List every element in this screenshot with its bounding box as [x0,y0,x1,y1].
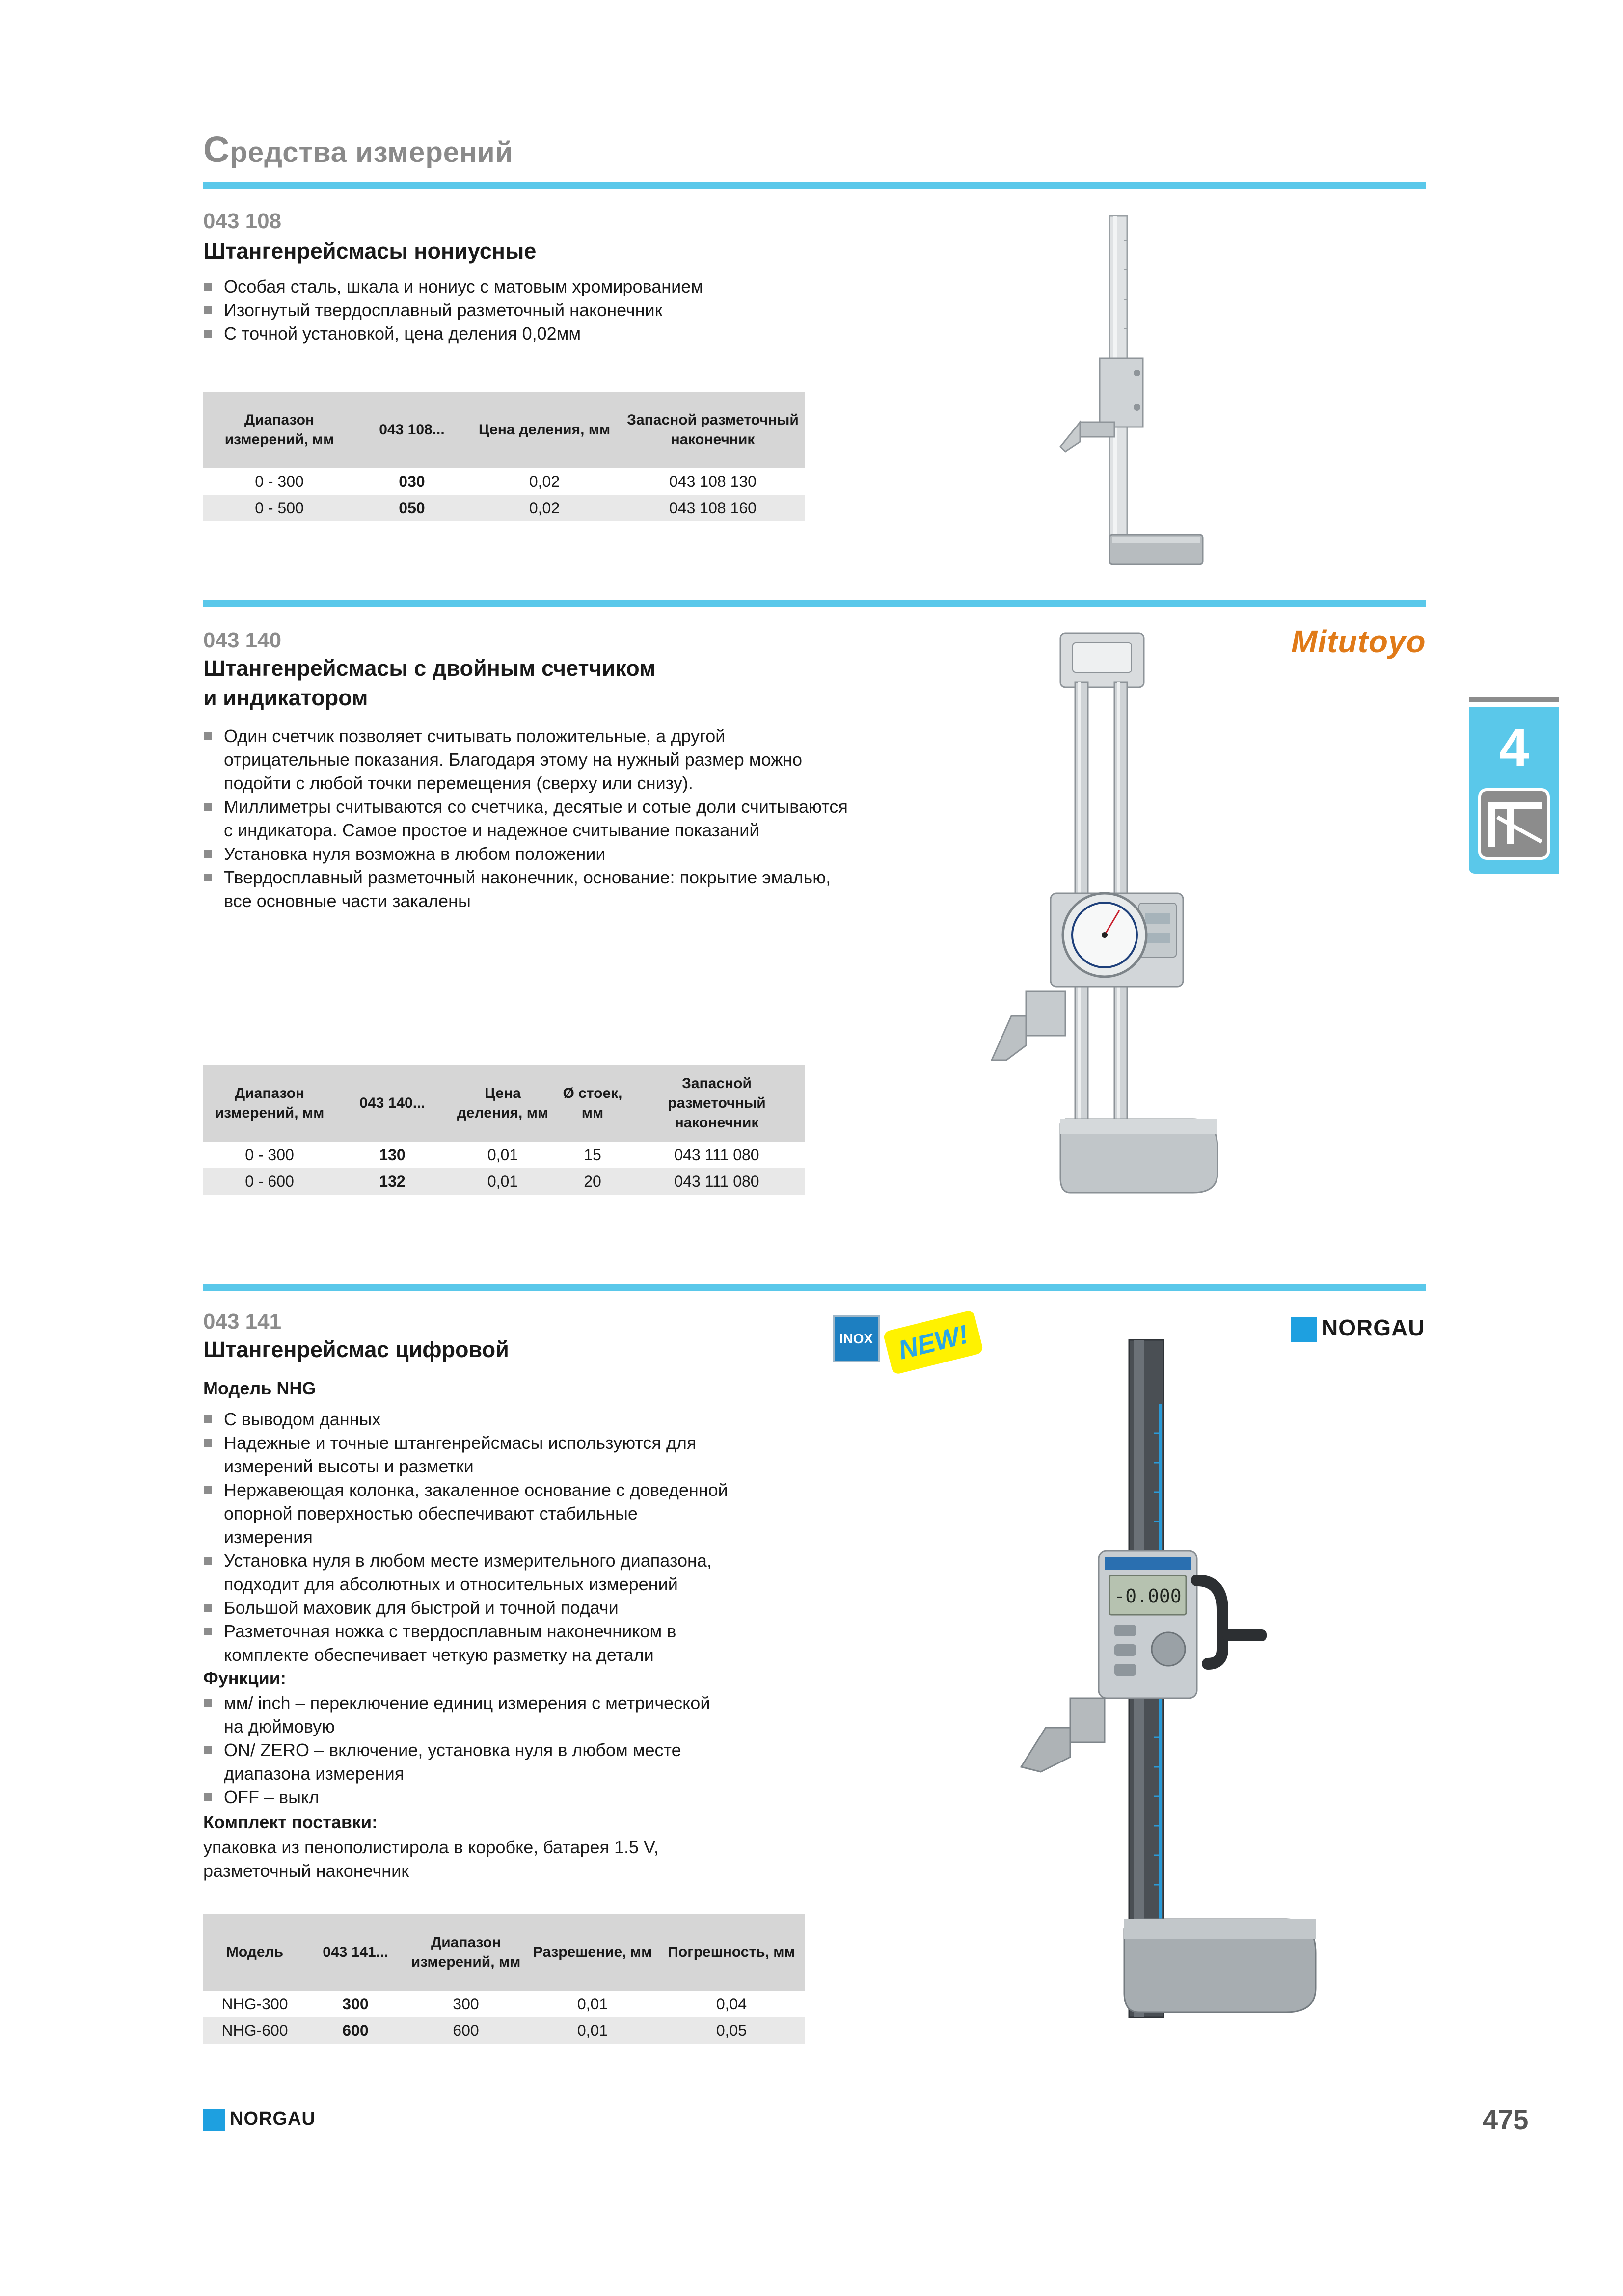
table-cell: 300 [342,1995,369,2013]
table-cell: 0 - 300 [255,472,304,490]
table-header: 043 140... [336,1065,449,1142]
table-cell: NHG-300 [221,1995,288,2013]
table-cell: 15 [584,1146,601,1164]
table-header: Диапазон измерений, мм [203,1065,336,1142]
spec-table [203,1914,805,2044]
table-cell: 0,02 [529,472,560,490]
table-cell: 0,01 [487,1146,518,1164]
spec-table [203,1065,805,1195]
kit-line: разметочный наконечник [203,1861,409,1881]
footer-brand: NORGAU [203,2109,316,2131]
table-header: Диапазон измерений, мм [203,392,355,468]
table-cell: 300 [453,1995,479,2013]
table-cell: 043 108 160 [621,495,805,521]
dial-height-gauge-image [972,628,1247,1207]
table-header: Запасной разметочный наконечник [628,1065,805,1142]
feature-item: С выводом данных [203,1408,812,1431]
norgau-logo: NORGAU [1291,1314,1425,1342]
table-cell: 043 111 080 [628,1168,805,1195]
table-cell: 050 [355,495,468,521]
table-cell: 20 [557,1168,628,1195]
feature-item: Изогнутый твердосплавный разметочный наконечник [203,298,940,322]
product-code: 043 140 [203,628,282,652]
page-number: 475 [1483,2104,1529,2135]
table-row [203,1168,805,1195]
spec-table [203,392,805,521]
table-header: Диапазон измерений, мм [405,1914,527,1991]
page-title: Средства измерений [203,129,514,170]
table-header: Цена деления, мм [449,1065,557,1142]
table-cell: 030 [399,472,425,490]
table-cell: 132 [336,1168,449,1195]
feature-list [203,1408,812,1667]
kit-text [203,1836,659,1883]
new-badge: NEW! [883,1309,984,1375]
functions-label: Функции: [203,1668,286,1688]
caliper-icon [1478,788,1550,860]
chapter-tab [1469,707,1559,874]
table-cell: 0,04 [716,1995,747,2013]
table-row [203,2017,805,2044]
title-line: Штангенрейсмасы с двойным счетчиком [203,656,656,681]
table-header: Модель [203,1914,306,1991]
function-item: OFF – выкл [203,1786,812,1809]
feature-item: С точной установкой, цена деления 0,02мм [203,322,940,346]
table-cell: 0,01 [449,1168,557,1195]
table-header: 043 141... [306,1914,405,1991]
feature-item: Нержавеющая колонка, закаленное основание с доведенной опорной поверхностью обеспечивают стабильные измерения [203,1478,812,1549]
table-cell: 0,01 [577,1995,608,2013]
feature-item: Надежные и точные штангенрейсмасы используются для измерений высоты и разметки [203,1431,812,1478]
section-divider [203,600,1426,607]
table-row [203,1991,805,2017]
feature-item: Миллиметры считываются со счетчика, десятые и сотые доли считываются с индикатора. Самое простое и надежное считывание показаний [203,795,940,842]
product-title: Штангенрейсмасы нониусные [203,239,537,264]
table-cell: 0 - 600 [203,1168,336,1195]
feature-item: Твердосплавный разметочный наконечник, основание: покрытие эмалью, все основные части закалены [203,866,940,913]
chapter-number: 4 [1499,718,1529,778]
table-header: Погрешность, мм [658,1914,805,1991]
table-cell: 043 111 080 [674,1146,759,1164]
inox-badge: INOX [833,1315,880,1362]
kit-label: Комплект поставки: [203,1812,378,1832]
title-line: и индикатором [203,685,368,710]
table-cell: 0 - 300 [245,1146,294,1164]
table-cell: 600 [306,2017,405,2044]
vernier-height-gauge-image [1051,211,1227,574]
display-readout: -0.000 [1114,1585,1182,1607]
model-label: Модель NHG [203,1378,316,1398]
feature-item: Большой маховик для быстрой и точной подачи [203,1596,812,1620]
table-row [203,1142,805,1168]
function-item: мм/ inch – переключение единиц измерения с метрической на дюймовую [203,1691,812,1738]
function-item: ON/ ZERO – включение, установка нуля в любом месте диапазона измерения [203,1738,812,1786]
table-cell: 0,02 [468,495,621,521]
product-title: Штангенрейсмас цифровой [203,1337,509,1362]
table-cell: 600 [405,2017,527,2044]
table-row [203,468,805,495]
digital-height-gauge-image [1011,1306,1355,2052]
norgau-square-icon [203,2109,225,2131]
section-divider [203,1284,1426,1291]
feature-item: Один счетчик позволяет считывать положительные, а другой отрицательные показания. Благодаря этому на нужный размер можно подойти с любой точки перемещения (сверху или снизу). [203,724,940,795]
table-header: Цена деления, мм [468,392,621,468]
product-code: 043 141 [203,1309,282,1334]
table-cell: 130 [379,1146,406,1164]
table-header: Запасной разметочный наконечник [621,392,805,468]
feature-item: Установка нуля возможна в любом положении [203,842,940,866]
table-cell: 0,05 [658,2017,805,2044]
table-row [203,495,805,521]
feature-item: Установка нуля в любом месте измерительного диапазона, подходит для абсолютных и относительных измерений [203,1549,812,1596]
feature-list [203,724,940,913]
product-title [203,654,655,713]
feature-item: Разметочная ножка с твердосплавным наконечником в комплекте обеспечивает четкую разметку на детали [203,1620,812,1667]
table-cell: 0 - 500 [203,495,355,521]
functions-list [203,1691,812,1809]
table-cell: 043 108 130 [669,472,757,490]
table-header: Ø стоек, мм [557,1065,628,1142]
feature-item: Особая сталь, шкала и нониус с матовым хромированием [203,275,940,298]
table-header: Разрешение, мм [527,1914,658,1991]
product-code: 043 108 [203,209,282,233]
table-cell: NHG-600 [203,2017,306,2044]
table-header: 043 108... [355,392,468,468]
mitutoyo-logo: Mitutoyo [1291,624,1426,659]
feature-list [203,275,940,346]
section-divider [203,182,1426,189]
table-cell: 0,01 [527,2017,658,2044]
kit-line: упаковка из пенополистирола в коробке, батарея 1.5 V, [203,1837,659,1857]
chapter-tab-bar [1469,697,1559,702]
